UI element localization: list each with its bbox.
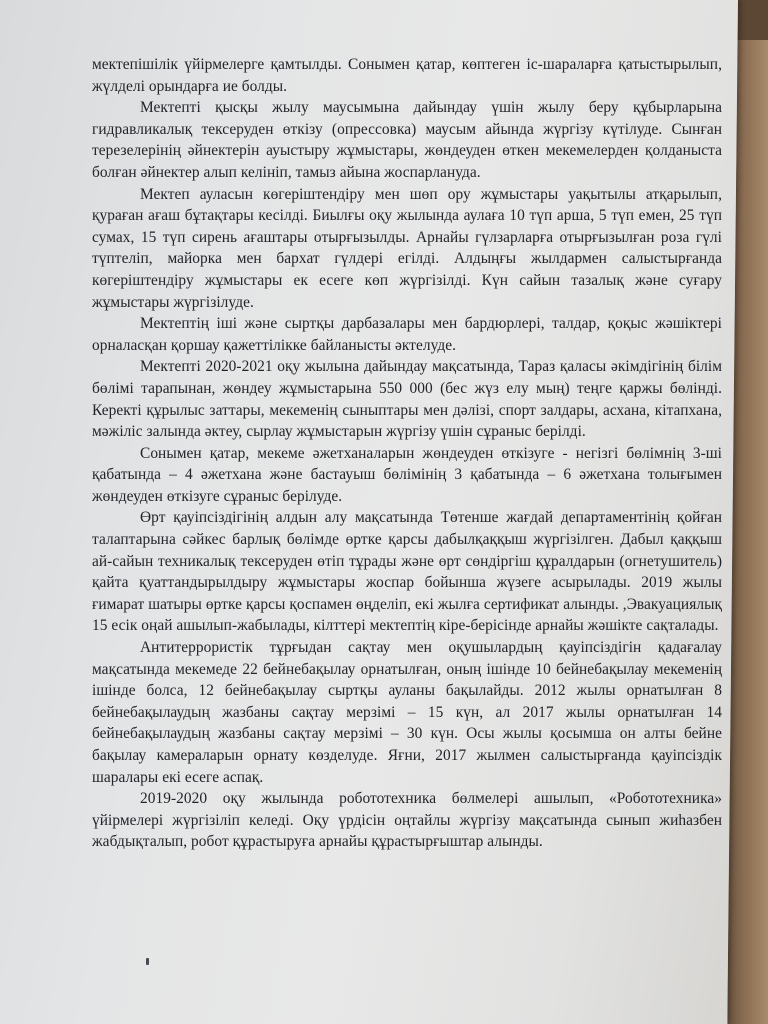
paragraph-video-surveillance: Антитеррористік тұрғыдан сақтау мен оқушылардың қауіпсіздігін қадағалау мақсатында мекемеде 22 бейнебақылау орнатылған, оның ішінде 10 бейнебақылау мекеменің ішінде болса, 12 бейнебақылау сыртқы ауланы бақылайды. 2012 жылы орнатылған 8 бейнебақылаудың жазбаны сақтау мерзімі – 15 күн, ал 2017 жылы орнатылған 14 бейнебақылаудың жазбаны сақтау мерзімі – 30 күн. Осы жылы қосымша он алты бейне бақылау камераларын орнату көзделуде. Яғни, 2017 жылмен салыстырғанда қауіпсіздік шаралары екі есеге аспақ. <box>92 639 722 786</box>
paragraph-robotics: 2019-2020 оқу жылында робототехника бөлмелері ашылып, «Робототехника» үйірмелері жүргізіліп келеді. Оқу үрдісін оңтайлы жүргізу мақсатында сынып жиһазбен жабдықталып, робот құрастыруға арнайы құрастырғыштар алынды. <box>92 790 722 851</box>
paragraph-whitewashing: Мектептің іші және сыртқы дарбазалары мен бардюрлері, талдар, қоқыс жәшіктері орналасқан қоршау қажеттілікке байланысты әктелуде. <box>92 315 722 354</box>
paragraph-repair-funding: Мектепті 2020-2021 оқу жылына дайындау мақсатында, Тараз қаласы әкімдігінің білім бөлімі тарапынан, жөндеу жұмыстарына 550 000 (бес жүз елу мың) теңге қаржы бөлінді. Керекті құрылыс заттары, мекеменің сыныптары мен дәлізі, спорт залдары, асхана, кітапхана, мәжіліс залында әктеу, сырлау жұмыстарын жүргізу үшін сұраныс берілді. <box>92 358 722 441</box>
paragraph-restroom-repair: Сонымен қатар, мекеме әжетханаларын жөндеуден өткізуге - негізгі бөлімнің 3-ші қабатында – 4 әжетхана және бастауыш бөлімінің 3 қабатында – 6 әжетхана толығымен жөндеуден өткізуге сұраныс берілуде. <box>92 444 722 505</box>
document-body <box>92 54 722 853</box>
ink-mark <box>146 958 149 965</box>
paragraph-fire-safety: Өрт қауіпсіздігінің алдын алу мақсатында Төтенше жағдай департаментінің қойған талаптарына сәйкес барлық бөлімде өртке қарсы дабылқаққыш жүргізілген. Дабыл қаққыш ай-сайын техникалық тексеруден өтіп тұрады және өрт сөндіргіш құралдарын (огнетушитель) қайта қуаттандырылдыру жұмыстары жоспар бойынша жүзеге асырылады. 2019 жылы ғимарат шатыры өртке қарсы қоспамен өңделіп, екі жылға сертификат алынды. ,Эвакуациялық 15 есік оңай ашылып-жабылады, кілттері мектептің кіре-берісінде арнайы жәшікте сақталады. <box>92 509 722 635</box>
paragraph-intro-continuation: мектепішілік үйірмелерге қамтылды. Сонымен қатар, көптеген іс-шараларға қатыстырылып, жүлделі орындарға ие болды. <box>92 56 722 95</box>
paragraph-heating-preparation: Мектепті қысқы жылу маусымына дайындау үшін жылу беру құбырларына гидравликалық тексеруден өткізу (опрессовка) маусым айында жүргізу күтілуде. Сынған терезелерінің әйнектерін ауыстыру жұмыстары, жөндеуден өткен мекемелерден қолданыста болған әйнектер алып келініп, тамыз айына жоспарлануда. <box>92 99 722 181</box>
paragraph-landscaping: Мектеп ауласын көгерiштендiру мен шөп ору жұмыстары уақытылы атқарылып, қураған ағаш бұтақтары кесілді. Биылғы оқу жылында аулаға 10 түп арша, 5 түп емен, 25 түп сумах, 15 түп сирень ағаштары отырғызылды. Арнайы гүлзарларға отырғызылған роза гүлі түптеліп, майорка мен бархат гүлдері егілді. Алдыңғы жылдармен салыстырғанда көгеріштендіру жұмыстары ек есеге көп жүргізілді. Күн сайын тазалық және суғару жұмыстары жүргізілуде. <box>92 185 722 311</box>
